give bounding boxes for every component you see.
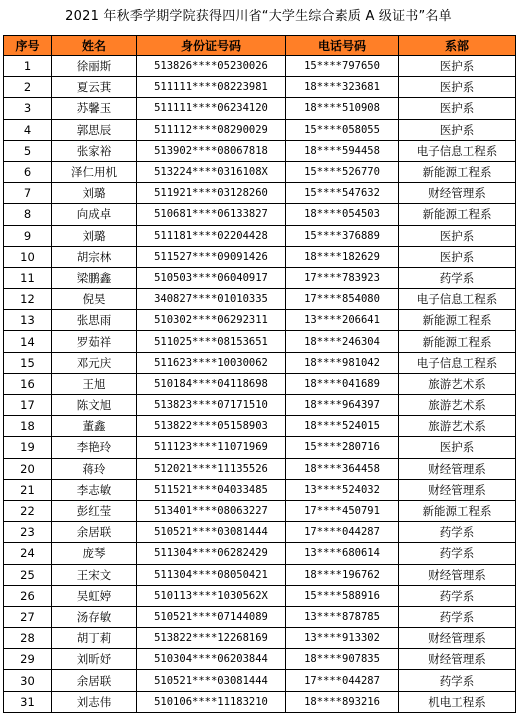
table-row (4, 140, 516, 161)
cell-phone: 15****376889 (286, 225, 399, 246)
cell-id-number: 510521****03081444 (137, 670, 286, 691)
cell-index: 14 (4, 331, 52, 352)
table-row (4, 628, 516, 649)
cell-department: 新能源工程系 (399, 500, 516, 521)
cell-phone: 18****246304 (286, 331, 399, 352)
cell-id-number: 510304****06203844 (137, 649, 286, 670)
cell-index: 2 (4, 77, 52, 98)
cell-index: 27 (4, 606, 52, 627)
cell-id-number: 511123****11071969 (137, 437, 286, 458)
cell-name: 吴虹婷 (52, 585, 137, 606)
cell-name: 泽仁用机 (52, 161, 137, 182)
table-row (4, 522, 516, 543)
table-row (4, 564, 516, 585)
cell-phone: 15****588916 (286, 585, 399, 606)
cell-id-number: 511521****04033485 (137, 479, 286, 500)
cell-index: 4 (4, 119, 52, 140)
table-row (4, 289, 516, 310)
cell-id-number: 511623****10030062 (137, 352, 286, 373)
cell-id-number: 510521****07144089 (137, 606, 286, 627)
cell-name: 梁鹏鑫 (52, 267, 137, 288)
cell-name: 陈文旭 (52, 395, 137, 416)
cell-name: 蒋玲 (52, 458, 137, 479)
table-row (4, 161, 516, 182)
table-row (4, 331, 516, 352)
cell-department: 医护系 (399, 119, 516, 140)
cell-phone: 18****323681 (286, 77, 399, 98)
cell-name: 王旭 (52, 373, 137, 394)
cell-index: 26 (4, 585, 52, 606)
cell-id-number: 511304****08050421 (137, 564, 286, 585)
cell-department: 医护系 (399, 98, 516, 119)
cell-name: 郭思辰 (52, 119, 137, 140)
cell-phone: 18****981042 (286, 352, 399, 373)
cell-index: 16 (4, 373, 52, 394)
cell-department: 医护系 (399, 77, 516, 98)
cell-name: 汤存敏 (52, 606, 137, 627)
cell-department: 电子信息工程系 (399, 352, 516, 373)
cell-name: 刘志伟 (52, 691, 137, 712)
cell-id-number: 510302****06292311 (137, 310, 286, 331)
cell-department: 医护系 (399, 246, 516, 267)
cell-index: 10 (4, 246, 52, 267)
cell-name: 刘璐 (52, 225, 137, 246)
cell-phone: 13****524032 (286, 479, 399, 500)
cell-index: 3 (4, 98, 52, 119)
cell-id-number: 511921****03128260 (137, 183, 286, 204)
cell-department: 药学系 (399, 267, 516, 288)
cell-department: 药学系 (399, 585, 516, 606)
cell-index: 31 (4, 691, 52, 712)
cell-name: 倪昊 (52, 289, 137, 310)
cell-name: 向成卓 (52, 204, 137, 225)
cell-phone: 13****878785 (286, 606, 399, 627)
table-row (4, 479, 516, 500)
table-row (4, 352, 516, 373)
cell-index: 20 (4, 458, 52, 479)
table-header-row (4, 36, 516, 56)
header-name: 姓名 (52, 36, 137, 56)
cell-name: 李志敏 (52, 479, 137, 500)
cell-name: 刘昕妤 (52, 649, 137, 670)
cell-id-number: 510113****1030562X (137, 585, 286, 606)
cell-phone: 18****964397 (286, 395, 399, 416)
cell-id-number: 513822****05158903 (137, 416, 286, 437)
table-row (4, 691, 516, 712)
table-row (4, 585, 516, 606)
table-row (4, 119, 516, 140)
cell-department: 药学系 (399, 606, 516, 627)
cell-phone: 15****058055 (286, 119, 399, 140)
cell-department: 新能源工程系 (399, 161, 516, 182)
cell-id-number: 513822****12268169 (137, 628, 286, 649)
cell-phone: 17****450791 (286, 500, 399, 521)
cell-id-number: 510521****03081444 (137, 522, 286, 543)
table-row (4, 437, 516, 458)
cell-id-number: 511111****08223981 (137, 77, 286, 98)
cell-department: 财经管理系 (399, 628, 516, 649)
cell-phone: 18****182629 (286, 246, 399, 267)
cell-index: 22 (4, 500, 52, 521)
cell-index: 19 (4, 437, 52, 458)
cell-department: 财经管理系 (399, 649, 516, 670)
cell-department: 财经管理系 (399, 183, 516, 204)
cell-name: 彭红莹 (52, 500, 137, 521)
cell-department: 旅游艺术系 (399, 373, 516, 394)
cell-department: 药学系 (399, 522, 516, 543)
table-row (4, 225, 516, 246)
cell-name: 余居联 (52, 670, 137, 691)
cell-name: 刘璐 (52, 183, 137, 204)
cell-id-number: 510503****06040917 (137, 267, 286, 288)
table-row (4, 204, 516, 225)
cell-department: 财经管理系 (399, 564, 516, 585)
cell-phone: 18****893216 (286, 691, 399, 712)
cell-index: 1 (4, 56, 52, 77)
header-index: 序号 (4, 36, 52, 56)
cell-id-number: 512021****11135526 (137, 458, 286, 479)
cell-id-number: 513826****05230026 (137, 56, 286, 77)
cell-name: 李艳玲 (52, 437, 137, 458)
cell-index: 29 (4, 649, 52, 670)
cell-id-number: 511025****08153651 (137, 331, 286, 352)
cell-id-number: 513823****07171510 (137, 395, 286, 416)
cell-phone: 15****526770 (286, 161, 399, 182)
cell-index: 17 (4, 395, 52, 416)
table-row (4, 56, 516, 77)
cell-index: 11 (4, 267, 52, 288)
cell-id-number: 511181****02204428 (137, 225, 286, 246)
cell-phone: 18****594458 (286, 140, 399, 161)
document-title: 2021 年秋季学期学院获得四川省“大学生综合素质 A 级证书”名单 (65, 9, 452, 24)
table-row (4, 395, 516, 416)
cell-phone: 18****907835 (286, 649, 399, 670)
cell-department: 医护系 (399, 225, 516, 246)
cell-phone: 17****044287 (286, 522, 399, 543)
cell-index: 12 (4, 289, 52, 310)
cell-name: 张思雨 (52, 310, 137, 331)
cell-index: 28 (4, 628, 52, 649)
cell-name: 王宋文 (52, 564, 137, 585)
cell-name: 庞琴 (52, 543, 137, 564)
cell-phone: 17****783923 (286, 267, 399, 288)
table-row (4, 373, 516, 394)
cell-id-number: 513401****08063227 (137, 500, 286, 521)
table-row (4, 543, 516, 564)
cell-department: 电子信息工程系 (399, 140, 516, 161)
cell-id-number: 510184****04118698 (137, 373, 286, 394)
header-id-number: 身份证号码 (137, 36, 286, 56)
cell-phone: 18****041689 (286, 373, 399, 394)
cell-index: 15 (4, 352, 52, 373)
cell-id-number: 513902****08067818 (137, 140, 286, 161)
cell-name: 邓元庆 (52, 352, 137, 373)
cell-phone: 15****547632 (286, 183, 399, 204)
cell-phone: 18****196762 (286, 564, 399, 585)
cell-department: 财经管理系 (399, 479, 516, 500)
table-row (4, 246, 516, 267)
cell-department: 旅游艺术系 (399, 416, 516, 437)
cell-phone: 18****524015 (286, 416, 399, 437)
table-row (4, 416, 516, 437)
table-row (4, 649, 516, 670)
cell-phone: 13****206641 (286, 310, 399, 331)
cell-phone: 17****044287 (286, 670, 399, 691)
cell-name: 胡丁莉 (52, 628, 137, 649)
table-row (4, 77, 516, 98)
cell-index: 21 (4, 479, 52, 500)
cell-index: 8 (4, 204, 52, 225)
cell-index: 24 (4, 543, 52, 564)
cell-phone: 18****364458 (286, 458, 399, 479)
cell-name: 夏云萁 (52, 77, 137, 98)
cell-phone: 17****854080 (286, 289, 399, 310)
cell-name: 张家裕 (52, 140, 137, 161)
cell-name: 罗茹祥 (52, 331, 137, 352)
cell-id-number: 511304****06282429 (137, 543, 286, 564)
cell-name: 苏馨玉 (52, 98, 137, 119)
table-row (4, 267, 516, 288)
cell-index: 23 (4, 522, 52, 543)
cell-department: 机电工程系 (399, 691, 516, 712)
cell-phone: 15****280716 (286, 437, 399, 458)
table-row (4, 458, 516, 479)
table-row (4, 98, 516, 119)
header-phone: 电话号码 (286, 36, 399, 56)
cell-department: 新能源工程系 (399, 310, 516, 331)
cell-department: 电子信息工程系 (399, 289, 516, 310)
cell-department: 财经管理系 (399, 458, 516, 479)
cell-id-number: 510106****11183210 (137, 691, 286, 712)
cell-index: 7 (4, 183, 52, 204)
cell-phone: 13****913302 (286, 628, 399, 649)
cell-id-number: 511527****09091426 (137, 246, 286, 267)
cell-id-number: 513224****0316108X (137, 161, 286, 182)
table-row (4, 670, 516, 691)
cell-phone: 18****510908 (286, 98, 399, 119)
cell-phone: 13****680614 (286, 543, 399, 564)
cell-department: 医护系 (399, 437, 516, 458)
cell-department: 新能源工程系 (399, 331, 516, 352)
table-row (4, 310, 516, 331)
cell-id-number: 510681****06133827 (137, 204, 286, 225)
cell-index: 6 (4, 161, 52, 182)
cell-index: 25 (4, 564, 52, 585)
cell-department: 医护系 (399, 56, 516, 77)
cell-index: 13 (4, 310, 52, 331)
cell-index: 18 (4, 416, 52, 437)
cell-index: 30 (4, 670, 52, 691)
header-department: 系部 (399, 36, 516, 56)
cell-index: 9 (4, 225, 52, 246)
cell-name: 董鑫 (52, 416, 137, 437)
cell-id-number: 511111****06234120 (137, 98, 286, 119)
cell-name: 徐丽斯 (52, 56, 137, 77)
certificate-list-table (3, 35, 516, 713)
cell-department: 药学系 (399, 543, 516, 564)
cell-department: 旅游艺术系 (399, 395, 516, 416)
cell-name: 余居联 (52, 522, 137, 543)
cell-department: 新能源工程系 (399, 204, 516, 225)
cell-index: 5 (4, 140, 52, 161)
cell-id-number: 511112****08290029 (137, 119, 286, 140)
cell-name: 胡宗林 (52, 246, 137, 267)
cell-department: 药学系 (399, 670, 516, 691)
table-row (4, 606, 516, 627)
cell-id-number: 340827****01010335 (137, 289, 286, 310)
table-row (4, 500, 516, 521)
cell-phone: 18****054503 (286, 204, 399, 225)
table-row (4, 183, 516, 204)
cell-phone: 15****797650 (286, 56, 399, 77)
